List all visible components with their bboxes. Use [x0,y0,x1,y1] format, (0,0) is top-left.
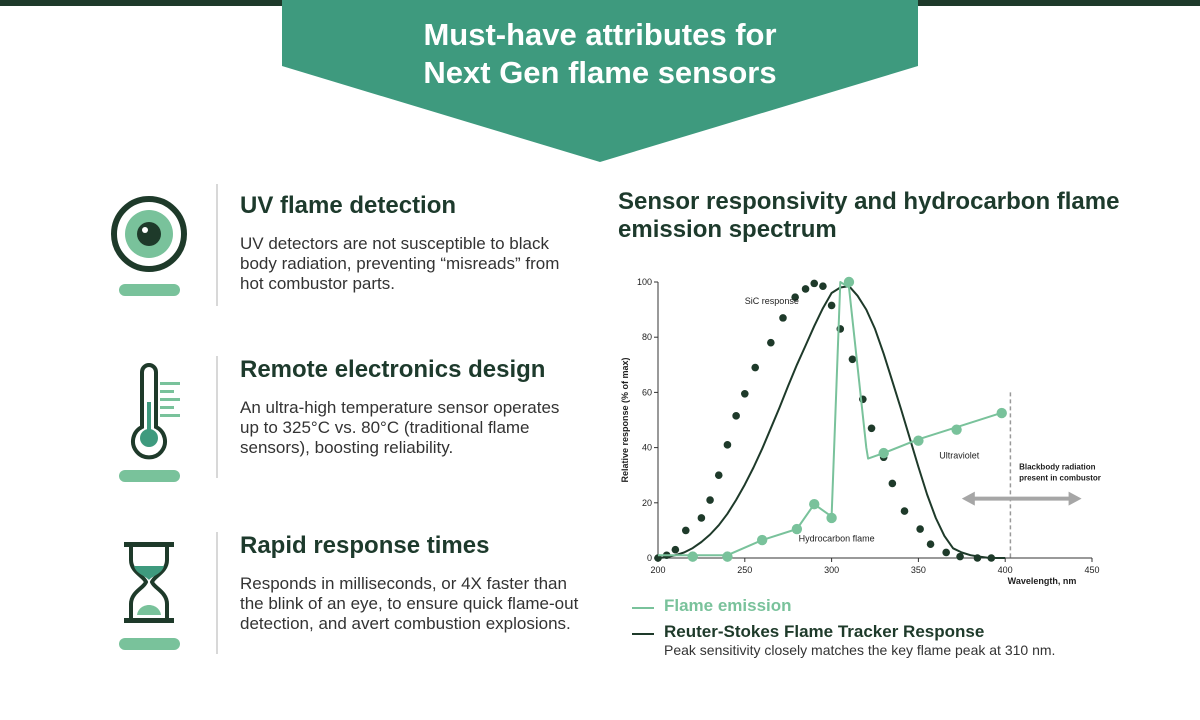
chart-annotation: Blackbody radiation [1019,462,1096,472]
title-banner [282,0,918,162]
feature-rapid-response [0,532,600,656]
flame-tracker-point [889,480,897,488]
feature-text: UV detectors are not susceptible to black body radiation, preventing “misreads” from hot combustor parts. [240,234,560,293]
flame-emission-point [913,436,923,446]
flame-tracker-point [706,496,714,504]
flame-tracker-point [741,390,749,398]
flame-tracker-point [916,525,924,533]
flame-tracker-point [988,554,996,562]
blackbody-arrow-right-head [1069,492,1082,506]
flame-tracker-point [942,549,950,557]
feature-divider [216,356,218,478]
legend-label-flame-emission: Flame emission [664,596,792,615]
legend-note: Peak sensitivity closely matches the key flame peak at 310 nm. [664,642,1056,658]
feature-title: UV flame detection [240,192,457,219]
legend-label-flame-tracker: Reuter-Stokes Flame Tracker Response [664,622,985,641]
flame-emission-point [951,424,961,434]
y-axis-label: Relative response (% of max) [620,357,630,483]
chart-title: Sensor responsivity and hydrocarbon flame emission spectrum [618,188,1120,243]
flame-emission-point [844,277,854,287]
flame-tracker-point [868,424,876,432]
chart-annotation: Ultraviolet [939,450,980,461]
banner-title-line-1: Must-have attributes for [423,17,777,52]
legend-swatch-flame-emission [632,607,654,609]
y-tick-label: 20 [641,497,652,508]
flame-tracker-point [956,553,964,561]
spectrum-chart [612,262,1192,592]
flame-emission-point [688,551,698,561]
chart-annotation: Hydrocarbon flame [798,533,875,544]
x-tick-label: 450 [1084,565,1100,575]
y-tick-label: 60 [641,387,652,398]
banner-title [282,16,918,92]
flame-emission-point [826,513,836,523]
flame-tracker-point [810,280,818,288]
flame-tracker-point [819,282,827,290]
feature-title: Rapid response times [240,532,490,559]
y-tick-label: 80 [641,332,652,343]
flame-tracker-point [802,285,810,293]
y-tick-label: 100 [636,277,652,287]
flame-emission-point [722,551,732,561]
feature-text: An ultra-high temperature sensor operates up to 325°C vs. 80°C (traditional flame sensors), boosting reliability. [240,398,560,457]
feature-title: Remote electronics design [240,356,546,383]
flame-emission-point [809,499,819,509]
flame-tracker-point [767,339,775,347]
flame-emission-point [757,535,767,545]
hourglass-icon [108,542,194,660]
flame-tracker-point [927,540,935,548]
flame-tracker-point [849,355,857,363]
flame-tracker-point [682,527,690,535]
y-tick-label: 0 [646,553,652,563]
flame-emission-point [997,408,1007,418]
x-tick-label: 250 [737,565,753,575]
flame-tracker-point [715,471,723,479]
flame-tracker-point [732,412,740,420]
flame-emission-point [878,448,888,458]
feature-remote-electronics [0,356,600,480]
x-tick-label: 400 [997,565,1013,575]
thermometer-icon [108,362,194,486]
flame-tracker-point [828,302,836,310]
feature-divider [216,532,218,654]
chart-annotation: SiC response [744,296,799,307]
flame-tracker-point [672,546,680,554]
flame-tracker-point [724,441,732,449]
blackbody-arrow-left-head [962,492,975,506]
flame-tracker-point [974,554,982,562]
y-tick-label: 40 [641,442,652,453]
x-tick-label: 350 [910,565,926,575]
eye-icon [108,192,194,308]
x-tick-label: 200 [650,565,666,575]
x-axis-label: Wavelength, nm [1007,576,1077,586]
x-tick-label: 300 [824,565,840,575]
feature-text: Responds in milliseconds, or 4X faster than the blink of an eye, to ensure quick flame-out detection, and avert combustion explosions. [240,574,579,633]
flame-tracker-point [779,314,787,322]
chart-annotation: present in combustor [1019,473,1101,483]
flame-tracker-point [698,514,706,522]
banner-title-line-2: Next Gen flame sensors [423,55,777,90]
feature-uv-detection [0,184,600,308]
legend-swatch-flame-tracker [632,633,654,635]
feature-divider [216,184,218,306]
flame-tracker-point [901,507,909,515]
flame-tracker-point [751,364,759,372]
